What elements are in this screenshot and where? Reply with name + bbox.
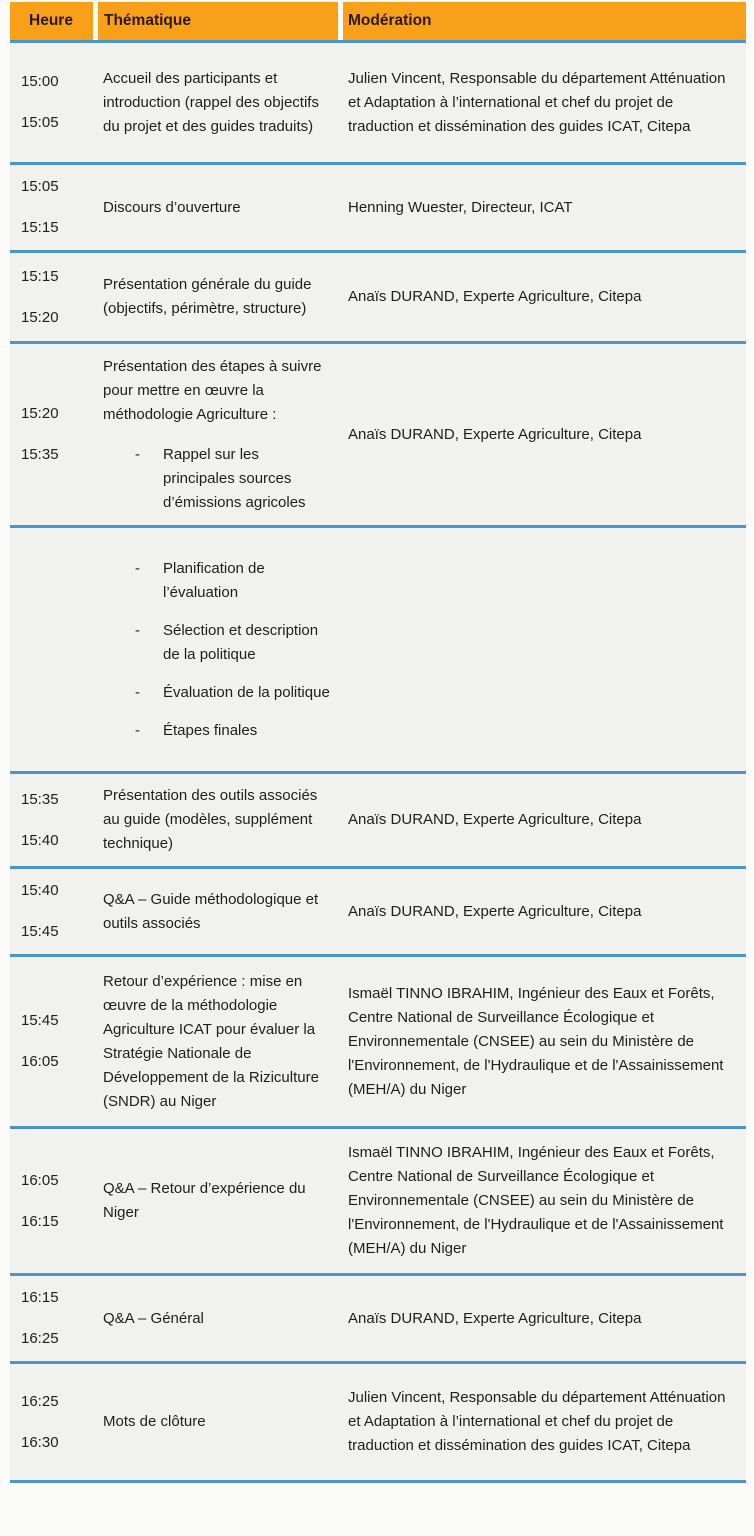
- heure-cell: [10, 774, 98, 866]
- topic-text: Q&A – Retour d’expérience du Niger: [103, 1180, 306, 1221]
- time-value: 16:15: [21, 1289, 59, 1306]
- time-value: 15:00: [21, 73, 59, 90]
- time-value: 15:20: [21, 308, 59, 326]
- bullet-item: [103, 619, 333, 667]
- thematique-cell: [98, 165, 343, 250]
- thematique-cell: [98, 1129, 343, 1273]
- topic-text: Q&A – Guide méthodologique et outils associés: [103, 890, 319, 932]
- thematique-cell: [98, 43, 343, 162]
- heure-cell: [10, 1129, 98, 1273]
- topic-text: Discours d’ouverture: [103, 198, 241, 216]
- bullet-item: [103, 557, 333, 605]
- topic-text: Présentation des étapes à suivre pour mettre en œuvre la méthodologie Agriculture :: [103, 357, 322, 423]
- time-value: 15:40: [21, 882, 59, 899]
- moderation-text: Anaïs DURAND, Experte Agriculture, Citepa: [348, 425, 642, 443]
- bullet-dash: -: [135, 621, 140, 639]
- topic-text: Q&A – Général: [103, 1309, 204, 1327]
- moderation-cell: [343, 344, 746, 525]
- bullet-text: Rappel sur les principales sources d’émissions agricoles: [163, 445, 306, 511]
- table-body: [10, 40, 746, 1483]
- thematique-cell: [98, 344, 343, 525]
- heure-cell: [10, 1276, 98, 1361]
- moderation-cell: [343, 165, 746, 250]
- time-value: 15:35: [21, 446, 59, 463]
- table-row: [10, 341, 746, 525]
- time-value: 16:25: [21, 1330, 59, 1347]
- table-row: [10, 866, 746, 954]
- moderation-cell: [343, 43, 746, 162]
- topic-text: Retour d’expérience : mise en œuvre de la méthodologie Agriculture ICAT pour évaluer la Stratégie Nationale de Développement de la Riziculture (SNDR) au Niger: [103, 972, 319, 1110]
- heure-cell: [10, 43, 98, 162]
- thematique-cell: [98, 957, 343, 1126]
- table-row: [10, 954, 746, 1126]
- heure-cell: [10, 869, 98, 954]
- table-row: [10, 162, 746, 250]
- table-row: [10, 1361, 746, 1483]
- moderation-text: Julien Vincent, Responsable du département Atténuation et Adaptation à l’international et chef du projet de traduction et dissémination des guides ICAT, Citepa: [348, 1389, 726, 1454]
- table-row: [10, 40, 746, 162]
- bullet-list: [103, 443, 333, 515]
- time-value: 16:15: [21, 1212, 59, 1230]
- moderation-text: Anaïs DURAND, Experte Agriculture, Citepa: [348, 902, 642, 920]
- moderation-cell: [343, 774, 746, 866]
- time-value: 15:05: [21, 178, 59, 195]
- bullet-text: Planification de l’évaluation: [163, 559, 265, 601]
- time-value: 15:20: [21, 405, 59, 422]
- time-value: 15:45: [21, 923, 59, 940]
- moderation-cell: [343, 528, 746, 771]
- table-row: [10, 771, 746, 866]
- time-value: 15:40: [21, 831, 59, 849]
- bullet-text: Sélection et description de la politique: [163, 621, 319, 663]
- bullet-text: Évaluation de la politique: [163, 683, 330, 701]
- column-header-thematique: Thématique: [98, 2, 343, 40]
- thematique-cell: [98, 774, 343, 866]
- bullet-item: [103, 681, 333, 705]
- bullet-dash: -: [135, 721, 140, 739]
- table-row: [10, 250, 746, 341]
- agenda-table: [10, 2, 746, 1483]
- moderation-cell: [343, 1364, 746, 1480]
- moderation-text: Ismaël TINNO IBRAHIM, Ingénieur des Eaux et Forêts, Centre National de Surveillance Écologique et Environnementale (CNSEE) au sein du Ministère de l'Environnement, de l'Hydraulique et de l'Assainissement (MEH/A) du Niger: [348, 984, 724, 1098]
- time-value: 15:15: [21, 219, 59, 236]
- heure-cell: [10, 528, 98, 771]
- moderation-text: Anaïs DURAND, Experte Agriculture, Citepa: [348, 288, 642, 305]
- bullet-item: [103, 443, 333, 515]
- moderation-cell: [343, 957, 746, 1126]
- table-row: [10, 1273, 746, 1361]
- time-value: 15:15: [21, 267, 59, 285]
- heure-cell: [10, 165, 98, 250]
- heure-cell: [10, 957, 98, 1126]
- thematique-cell: [98, 1276, 343, 1361]
- topic-text: Présentation générale du guide (objectifs, périmètre, structure): [103, 276, 312, 317]
- moderation-cell: [343, 253, 746, 341]
- time-value: 15:45: [21, 1012, 59, 1029]
- column-header-heure: Heure: [10, 2, 98, 40]
- moderation-text: Anaïs DURAND, Experte Agriculture, Citepa: [348, 811, 642, 828]
- moderation-text: Henning Wuester, Directeur, ICAT: [348, 198, 573, 216]
- moderation-text: Anaïs DURAND, Experte Agriculture, Citepa: [348, 1309, 642, 1327]
- time-value: 16:05: [21, 1171, 59, 1189]
- heure-cell: [10, 1364, 98, 1480]
- thematique-cell: [98, 869, 343, 954]
- heure-cell: [10, 344, 98, 525]
- moderation-text: Julien Vincent, Responsable du département Atténuation et Adaptation à l’international et chef du projet de traduction et dissémination des guides ICAT, Citepa: [348, 69, 726, 135]
- topic-text: Accueil des participants et introduction (rappel des objectifs du projet et des guides traduits): [103, 69, 319, 135]
- time-value: 16:05: [21, 1053, 59, 1070]
- moderation-cell: [343, 869, 746, 954]
- bullet-dash: -: [135, 683, 140, 701]
- column-header-moderation: Modération: [343, 2, 746, 40]
- bullet-list: [103, 557, 333, 743]
- bullet-dash: -: [135, 445, 140, 463]
- time-value: 15:35: [21, 790, 59, 808]
- moderation-cell: [343, 1129, 746, 1273]
- topic-text: Présentation des outils associés au guide (modèles, supplément technique): [103, 787, 318, 852]
- table-row: [10, 1126, 746, 1273]
- bullet-text: Étapes finales: [163, 721, 258, 739]
- heure-cell: [10, 253, 98, 341]
- table-header-row: [10, 2, 746, 40]
- bullet-dash: -: [135, 559, 140, 577]
- moderation-cell: [343, 1276, 746, 1361]
- time-value: 15:05: [21, 114, 59, 131]
- thematique-cell: [98, 1364, 343, 1480]
- topic-text: Mots de clôture: [103, 1413, 206, 1430]
- thematique-cell: [98, 253, 343, 341]
- thematique-cell: [98, 528, 343, 771]
- table-row: [10, 525, 746, 771]
- moderation-text: Ismaël TINNO IBRAHIM, Ingénieur des Eaux et Forêts, Centre National de Surveillance Écologique et Environnementale (CNSEE) au sein du Ministère de l'Environnement, de l'Hydraulique et de l'Assainissement (MEH/A) du Niger: [348, 1144, 724, 1257]
- bullet-item: [103, 719, 333, 743]
- time-value: 16:25: [21, 1392, 59, 1410]
- time-value: 16:30: [21, 1433, 59, 1451]
